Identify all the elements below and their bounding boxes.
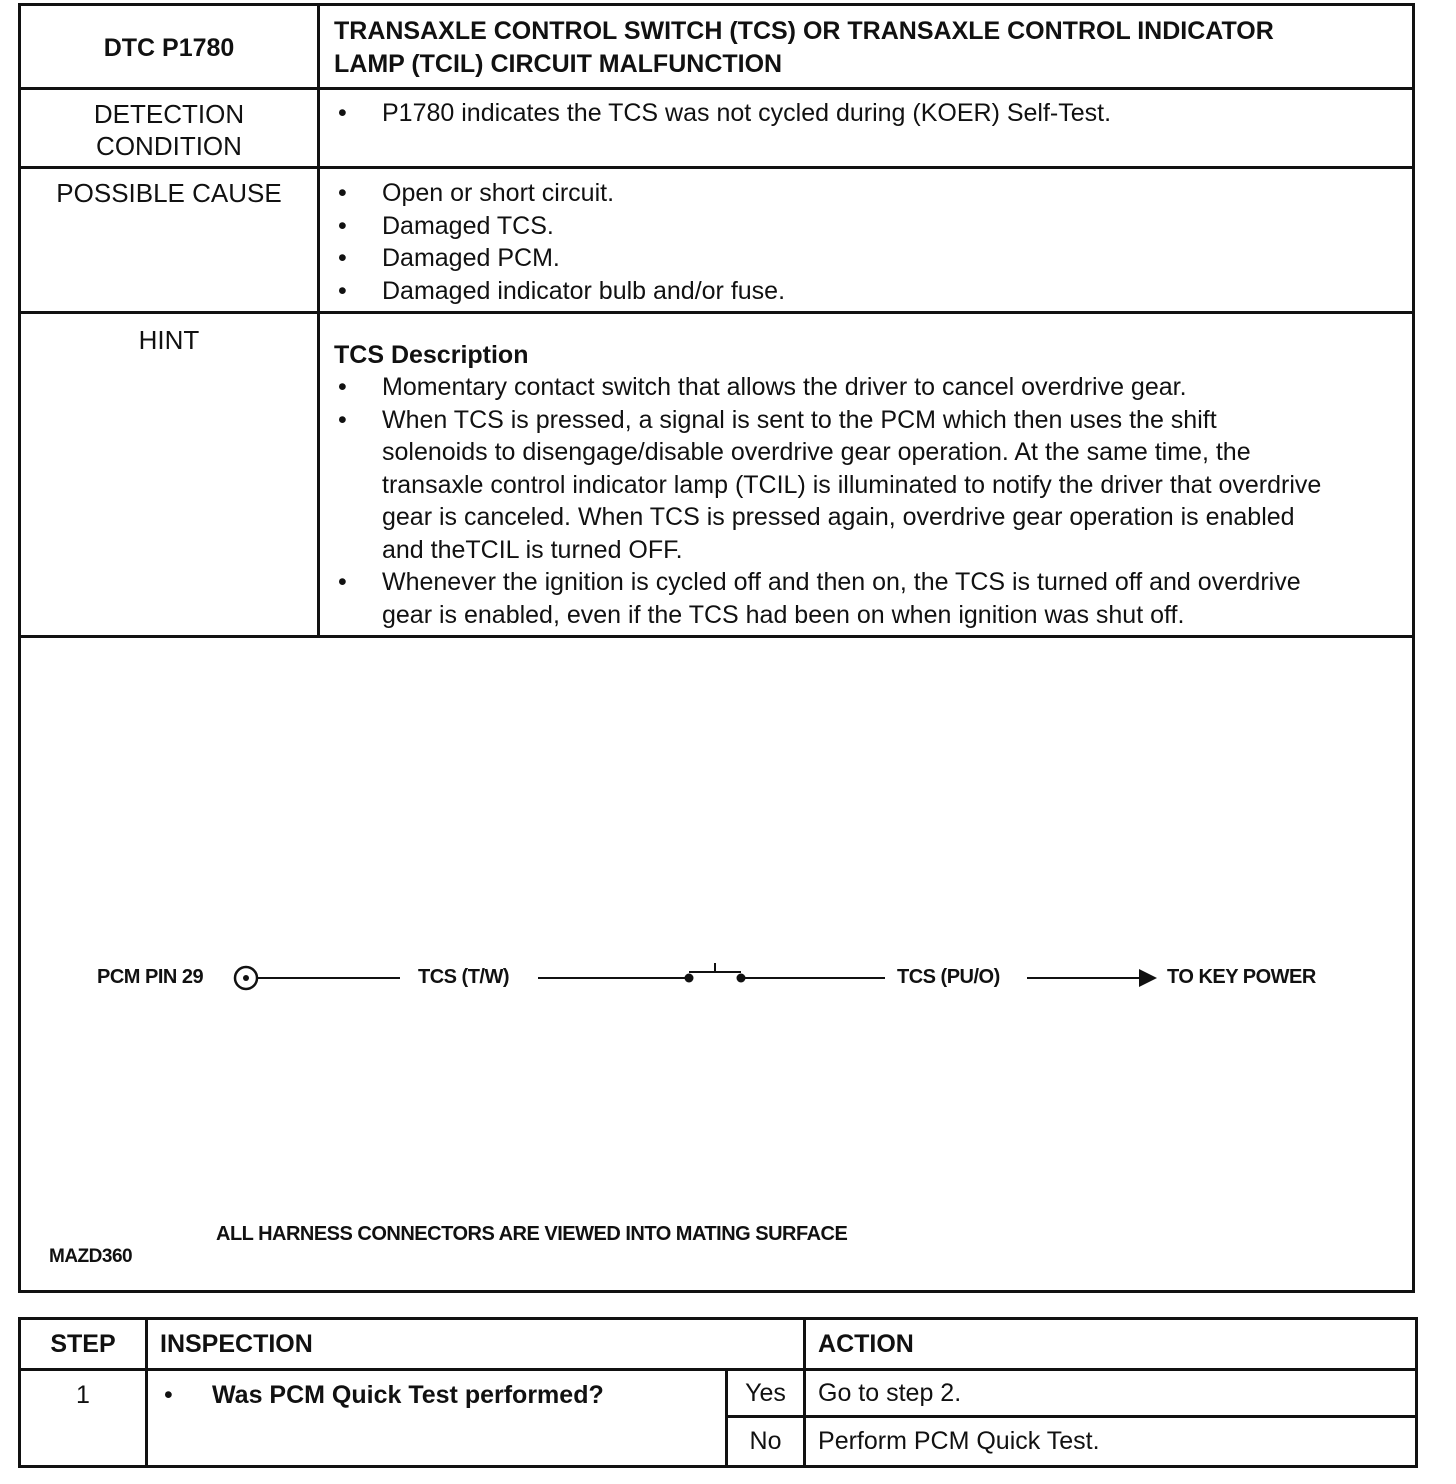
figure-id: MAZD360 [49,1246,133,1267]
hint-label: HINT [21,314,320,635]
hint-item: • Momentary contact switch that allows the driver to cancel overdrive gear. [338,373,1187,401]
dtc-code: DTC P1780 [21,6,320,87]
wire2-label: TCS (PU/O) [897,966,1000,988]
detection-item: • P1780 indicates the TCS was not cycled during (KOER) Self-Test. [338,99,1112,127]
destination-label: TO KEY POWER [1167,966,1316,988]
steps-header-row [20,1319,1417,1370]
inspection-header: INSPECTION [147,1319,805,1370]
hint-item: • When TCS is pressed, a signal is sent to the PCM which then uses the shift solenoids to disengage/disable overdrive gear operation. At the same time, the transaxle control indicator lamp (TCIL) is illuminated to notify the driver that overdrive gear is canceled. When TCS is pressed again, overdrive gear operation is enabled and theTCIL is turned OFF. [338,405,1322,564]
cause-item: • Damaged PCM. [338,244,560,272]
wiring-diagram [21,636,1412,1290]
inspection-question: • Was PCM Quick Test performed? [147,1370,727,1467]
step-number: 1 [20,1370,147,1467]
detection-content [320,90,1412,166]
connector-note: ALL HARNESS CONNECTORS ARE VIEWED INTO MATING SURFACE [216,1223,848,1245]
dtc-title-line1: TRANSAXLE CONTROL SWITCH (TCS) OR TRANSAXLE CONTROL INDICATOR [334,17,1274,45]
possible-cause-content [320,169,1412,311]
yes-action: Go to step 2. [805,1370,1417,1417]
dtc-title-line2: LAMP (TCIL) CIRCUIT MALFUNCTION [334,50,783,78]
detection-label-line2: CONDITION [96,131,242,161]
detection-row [21,90,1412,169]
possible-cause-label: POSSIBLE CAUSE [21,169,320,311]
possible-cause-row [21,169,1412,314]
yes-label: Yes [727,1370,805,1417]
cause-item: • Damaged TCS. [338,211,554,240]
arrow-right-icon [1139,969,1157,987]
header-row [21,6,1412,90]
step-header: STEP [20,1319,147,1370]
dtc-info-panel [18,3,1415,1293]
pcm-pin-label: PCM PIN 29 [97,966,204,988]
table-row [20,1370,1417,1417]
wiring-diagram-svg [21,636,1412,1290]
no-action: Perform PCM Quick Test. [805,1417,1417,1467]
no-label: No [727,1417,805,1467]
action-header: ACTION [805,1319,1417,1370]
terminal-dot [243,975,249,981]
detection-label [21,90,320,166]
hint-content [320,314,1412,635]
switch-contact [685,974,694,983]
hint-row [21,314,1412,638]
cause-item: • Open or short circuit. [338,179,615,207]
cause-item: • Damaged indicator bulb and/or fuse. [338,276,786,305]
steps-table [18,1317,1418,1468]
wire1-label: TCS (T/W) [418,966,510,988]
hint-item: • Whenever the ignition is cycled off and then on, the TCS is turned off and overdrive gear is enabled, even if the TCS had been on when ignition was shut off. [338,568,1301,629]
dtc-title [320,6,1412,87]
detection-label-line1: DETECTION [93,99,245,129]
hint-heading: TCS Description [334,341,529,369]
